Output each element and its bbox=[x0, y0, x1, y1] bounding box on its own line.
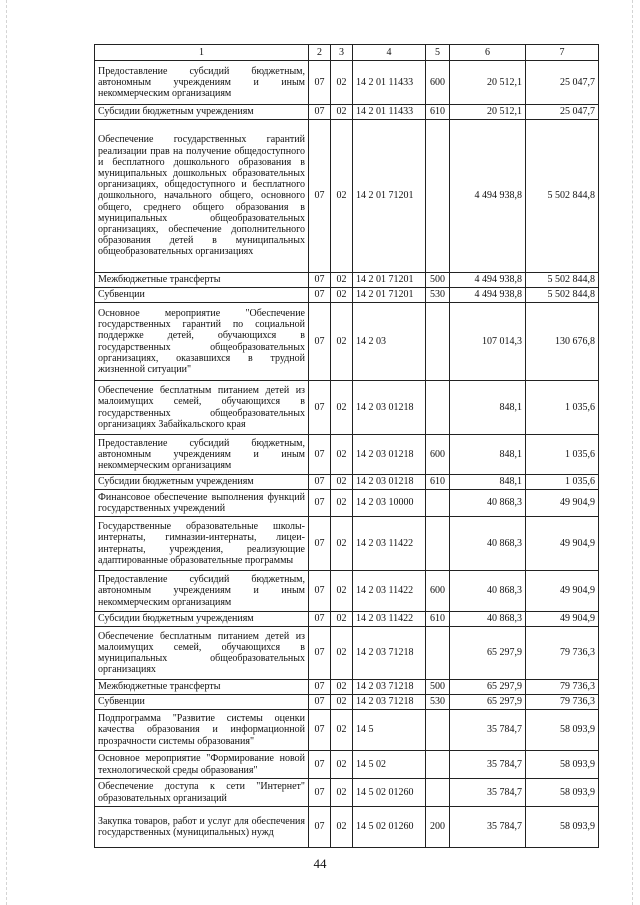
row-subsection: 02 bbox=[331, 273, 353, 288]
row-section: 07 bbox=[309, 779, 331, 807]
table-row bbox=[95, 710, 599, 751]
row-expense-type bbox=[426, 710, 450, 751]
row-subsection: 02 bbox=[331, 695, 353, 710]
row-section: 07 bbox=[309, 475, 331, 490]
row-section: 07 bbox=[309, 627, 331, 680]
row-amount-6: 40 868,3 bbox=[450, 490, 526, 517]
row-amount-7: 79 736,3 bbox=[526, 695, 599, 710]
row-target-code: 14 2 03 11422 bbox=[353, 571, 426, 612]
row-expense-type bbox=[426, 517, 450, 571]
row-subsection: 02 bbox=[331, 807, 353, 848]
row-target-code: 14 2 01 71201 bbox=[353, 273, 426, 288]
row-expense-type: 600 bbox=[426, 61, 450, 105]
row-amount-7: 58 093,9 bbox=[526, 779, 599, 807]
row-target-code: 14 5 02 01260 bbox=[353, 807, 426, 848]
row-amount-7: 130 676,8 bbox=[526, 303, 599, 381]
row-subsection: 02 bbox=[331, 627, 353, 680]
row-expense-type: 610 bbox=[426, 612, 450, 627]
row-amount-6: 65 297,9 bbox=[450, 680, 526, 695]
row-subsection: 02 bbox=[331, 435, 353, 475]
row-subsection: 02 bbox=[331, 105, 353, 120]
col-header-7: 7 bbox=[526, 45, 599, 61]
table-row bbox=[95, 288, 599, 303]
row-amount-6: 107 014,3 bbox=[450, 303, 526, 381]
row-name: Основное мероприятие "Обеспечение государственных гарантий по социальной поддержке детей, обучающихся в государственных общеобразовательных организациях, оказавшихся в трудной жизненной ситуации" bbox=[95, 303, 309, 381]
row-target-code: 14 2 03 01218 bbox=[353, 381, 426, 435]
scan-edge-right bbox=[632, 0, 634, 905]
row-section: 07 bbox=[309, 710, 331, 751]
row-subsection: 02 bbox=[331, 571, 353, 612]
row-subsection: 02 bbox=[331, 475, 353, 490]
row-section: 07 bbox=[309, 303, 331, 381]
row-amount-7: 5 502 844,8 bbox=[526, 288, 599, 303]
row-amount-6: 65 297,9 bbox=[450, 627, 526, 680]
row-amount-6: 35 784,7 bbox=[450, 807, 526, 848]
table-row bbox=[95, 490, 599, 517]
row-target-code: 14 2 03 11422 bbox=[353, 612, 426, 627]
row-name: Обеспечение бесплатным питанием детей из малоимущих семей, обучающихся в муниципальных общеобразовательных организациях bbox=[95, 627, 309, 680]
row-expense-type: 610 bbox=[426, 475, 450, 490]
row-name: Межбюджетные трансферты bbox=[95, 680, 309, 695]
row-amount-6: 40 868,3 bbox=[450, 571, 526, 612]
col-header-3: 3 bbox=[331, 45, 353, 61]
table-row bbox=[95, 303, 599, 381]
row-amount-7: 79 736,3 bbox=[526, 680, 599, 695]
row-section: 07 bbox=[309, 751, 331, 779]
row-section: 07 bbox=[309, 435, 331, 475]
row-amount-6: 35 784,7 bbox=[450, 779, 526, 807]
row-amount-7: 58 093,9 bbox=[526, 751, 599, 779]
row-name: Основное мероприятие "Формирование новой технологической среды образования" bbox=[95, 751, 309, 779]
row-amount-6: 848,1 bbox=[450, 381, 526, 435]
col-header-6: 6 bbox=[450, 45, 526, 61]
row-amount-7: 49 904,9 bbox=[526, 612, 599, 627]
row-amount-6: 848,1 bbox=[450, 435, 526, 475]
header-row bbox=[95, 45, 599, 61]
col-header-1: 1 bbox=[95, 45, 309, 61]
row-amount-6: 40 868,3 bbox=[450, 517, 526, 571]
row-name: Субвенции bbox=[95, 288, 309, 303]
row-subsection: 02 bbox=[331, 680, 353, 695]
row-subsection: 02 bbox=[331, 120, 353, 273]
row-amount-6: 4 494 938,8 bbox=[450, 273, 526, 288]
row-name: Предоставление субсидий бюджетным, автономным учреждениям и иным некоммерческим организациям bbox=[95, 435, 309, 475]
row-subsection: 02 bbox=[331, 751, 353, 779]
row-amount-6: 65 297,9 bbox=[450, 695, 526, 710]
row-expense-type bbox=[426, 490, 450, 517]
row-name: Закупка товаров, работ и услуг для обеспечения государственных (муниципальных) нужд bbox=[95, 807, 309, 848]
row-name: Межбюджетные трансферты bbox=[95, 273, 309, 288]
row-section: 07 bbox=[309, 288, 331, 303]
row-target-code: 14 2 01 71201 bbox=[353, 288, 426, 303]
row-section: 07 bbox=[309, 490, 331, 517]
row-amount-6: 20 512,1 bbox=[450, 105, 526, 120]
row-section: 07 bbox=[309, 517, 331, 571]
row-amount-7: 49 904,9 bbox=[526, 517, 599, 571]
row-target-code: 14 2 03 71218 bbox=[353, 695, 426, 710]
row-amount-6: 20 512,1 bbox=[450, 61, 526, 105]
row-subsection: 02 bbox=[331, 303, 353, 381]
table-row bbox=[95, 105, 599, 120]
row-target-code: 14 2 03 71218 bbox=[353, 680, 426, 695]
row-expense-type: 530 bbox=[426, 288, 450, 303]
table-row bbox=[95, 120, 599, 273]
row-amount-7: 49 904,9 bbox=[526, 490, 599, 517]
row-expense-type: 500 bbox=[426, 680, 450, 695]
row-target-code: 14 2 01 11433 bbox=[353, 61, 426, 105]
row-target-code: 14 2 03 71218 bbox=[353, 627, 426, 680]
row-name: Обеспечение доступа к сети "Интернет" образовательных организаций bbox=[95, 779, 309, 807]
row-name: Подпрограмма "Развитие системы оценки качества образования и информационной прозрачности системы образования" bbox=[95, 710, 309, 751]
row-expense-type: 500 bbox=[426, 273, 450, 288]
col-header-4: 4 bbox=[353, 45, 426, 61]
col-header-5: 5 bbox=[426, 45, 450, 61]
table-row bbox=[95, 807, 599, 848]
row-section: 07 bbox=[309, 571, 331, 612]
row-subsection: 02 bbox=[331, 61, 353, 105]
row-name: Финансовое обеспечение выполнения функций государственных учреждений bbox=[95, 490, 309, 517]
table-row bbox=[95, 779, 599, 807]
row-target-code: 14 2 03 bbox=[353, 303, 426, 381]
row-amount-7: 5 502 844,8 bbox=[526, 273, 599, 288]
row-amount-7: 1 035,6 bbox=[526, 435, 599, 475]
row-amount-6: 40 868,3 bbox=[450, 612, 526, 627]
row-section: 07 bbox=[309, 807, 331, 848]
row-name: Субвенции bbox=[95, 695, 309, 710]
table-row bbox=[95, 475, 599, 490]
row-subsection: 02 bbox=[331, 612, 353, 627]
table-row bbox=[95, 61, 599, 105]
row-target-code: 14 2 03 11422 bbox=[353, 517, 426, 571]
row-subsection: 02 bbox=[331, 710, 353, 751]
row-expense-type: 600 bbox=[426, 571, 450, 612]
row-target-code: 14 2 03 10000 bbox=[353, 490, 426, 517]
row-target-code: 14 5 bbox=[353, 710, 426, 751]
row-amount-6: 35 784,7 bbox=[450, 710, 526, 751]
row-amount-7: 79 736,3 bbox=[526, 627, 599, 680]
row-amount-7: 25 047,7 bbox=[526, 105, 599, 120]
row-subsection: 02 bbox=[331, 381, 353, 435]
row-name: Предоставление субсидий бюджетным, автономным учреждениям и иным некоммерческим организациям bbox=[95, 61, 309, 105]
table-row bbox=[95, 381, 599, 435]
row-expense-type: 200 bbox=[426, 807, 450, 848]
row-amount-7: 1 035,6 bbox=[526, 475, 599, 490]
table-row bbox=[95, 435, 599, 475]
row-expense-type bbox=[426, 303, 450, 381]
row-expense-type bbox=[426, 779, 450, 807]
table-row bbox=[95, 612, 599, 627]
table-row bbox=[95, 517, 599, 571]
row-amount-6: 4 494 938,8 bbox=[450, 120, 526, 273]
page-number: 44 bbox=[313, 856, 327, 871]
row-name: Субсидии бюджетным учреждениям bbox=[95, 105, 309, 120]
row-expense-type bbox=[426, 381, 450, 435]
row-expense-type: 600 bbox=[426, 435, 450, 475]
row-subsection: 02 bbox=[331, 779, 353, 807]
row-amount-7: 1 035,6 bbox=[526, 381, 599, 435]
row-name: Предоставление субсидий бюджетным, автономным учреждениям и иным некоммерческим организациям bbox=[95, 571, 309, 612]
row-target-code: 14 2 01 71201 bbox=[353, 120, 426, 273]
row-name: Обеспечение государственных гарантий реализации прав на получение общедоступного и бесплатного дошкольного образования в муниципальных дошкольных образовательных организациях, общедоступного и бесплатного дошкольного, начального общего, основного общего, среднего общего образования в муниципальных общеобразовательных организациях, обеспечение дополнительного образования детей в муниципальных общеобразовательных организациях bbox=[95, 120, 309, 273]
row-amount-7: 25 047,7 bbox=[526, 61, 599, 105]
row-name: Государственные образовательные школы-интернаты, гимназии-интернаты, лицеи-интернаты, учреждения, реализующие адаптированные образовательные программы bbox=[95, 517, 309, 571]
row-amount-6: 848,1 bbox=[450, 475, 526, 490]
table-row bbox=[95, 695, 599, 710]
row-section: 07 bbox=[309, 105, 331, 120]
table-row bbox=[95, 751, 599, 779]
row-amount-6: 4 494 938,8 bbox=[450, 288, 526, 303]
row-expense-type: 610 bbox=[426, 105, 450, 120]
row-target-code: 14 2 03 01218 bbox=[353, 475, 426, 490]
row-target-code: 14 5 02 bbox=[353, 751, 426, 779]
col-header-2: 2 bbox=[309, 45, 331, 61]
row-section: 07 bbox=[309, 680, 331, 695]
table-row bbox=[95, 273, 599, 288]
table-row bbox=[95, 680, 599, 695]
row-section: 07 bbox=[309, 273, 331, 288]
row-name: Субсидии бюджетным учреждениям bbox=[95, 475, 309, 490]
row-section: 07 bbox=[309, 695, 331, 710]
row-name: Субсидии бюджетным учреждениям bbox=[95, 612, 309, 627]
row-section: 07 bbox=[309, 120, 331, 273]
row-target-code: 14 5 02 01260 bbox=[353, 779, 426, 807]
row-subsection: 02 bbox=[331, 288, 353, 303]
row-amount-7: 58 093,9 bbox=[526, 807, 599, 848]
row-target-code: 14 2 01 11433 bbox=[353, 105, 426, 120]
row-expense-type bbox=[426, 751, 450, 779]
row-section: 07 bbox=[309, 61, 331, 105]
row-amount-7: 5 502 844,8 bbox=[526, 120, 599, 273]
row-amount-7: 49 904,9 bbox=[526, 571, 599, 612]
scan-edge-left bbox=[6, 0, 8, 905]
row-name: Обеспечение бесплатным питанием детей из малоимущих семей, обучающихся в государственных общеобразовательных организациях Забайкальского края bbox=[95, 381, 309, 435]
table-row bbox=[95, 627, 599, 680]
row-expense-type bbox=[426, 120, 450, 273]
row-subsection: 02 bbox=[331, 517, 353, 571]
row-expense-type: 530 bbox=[426, 695, 450, 710]
table-row bbox=[95, 571, 599, 612]
budget-table bbox=[94, 44, 599, 848]
row-expense-type bbox=[426, 627, 450, 680]
row-section: 07 bbox=[309, 612, 331, 627]
row-section: 07 bbox=[309, 381, 331, 435]
row-subsection: 02 bbox=[331, 490, 353, 517]
row-amount-6: 35 784,7 bbox=[450, 751, 526, 779]
row-target-code: 14 2 03 01218 bbox=[353, 435, 426, 475]
row-amount-7: 58 093,9 bbox=[526, 710, 599, 751]
